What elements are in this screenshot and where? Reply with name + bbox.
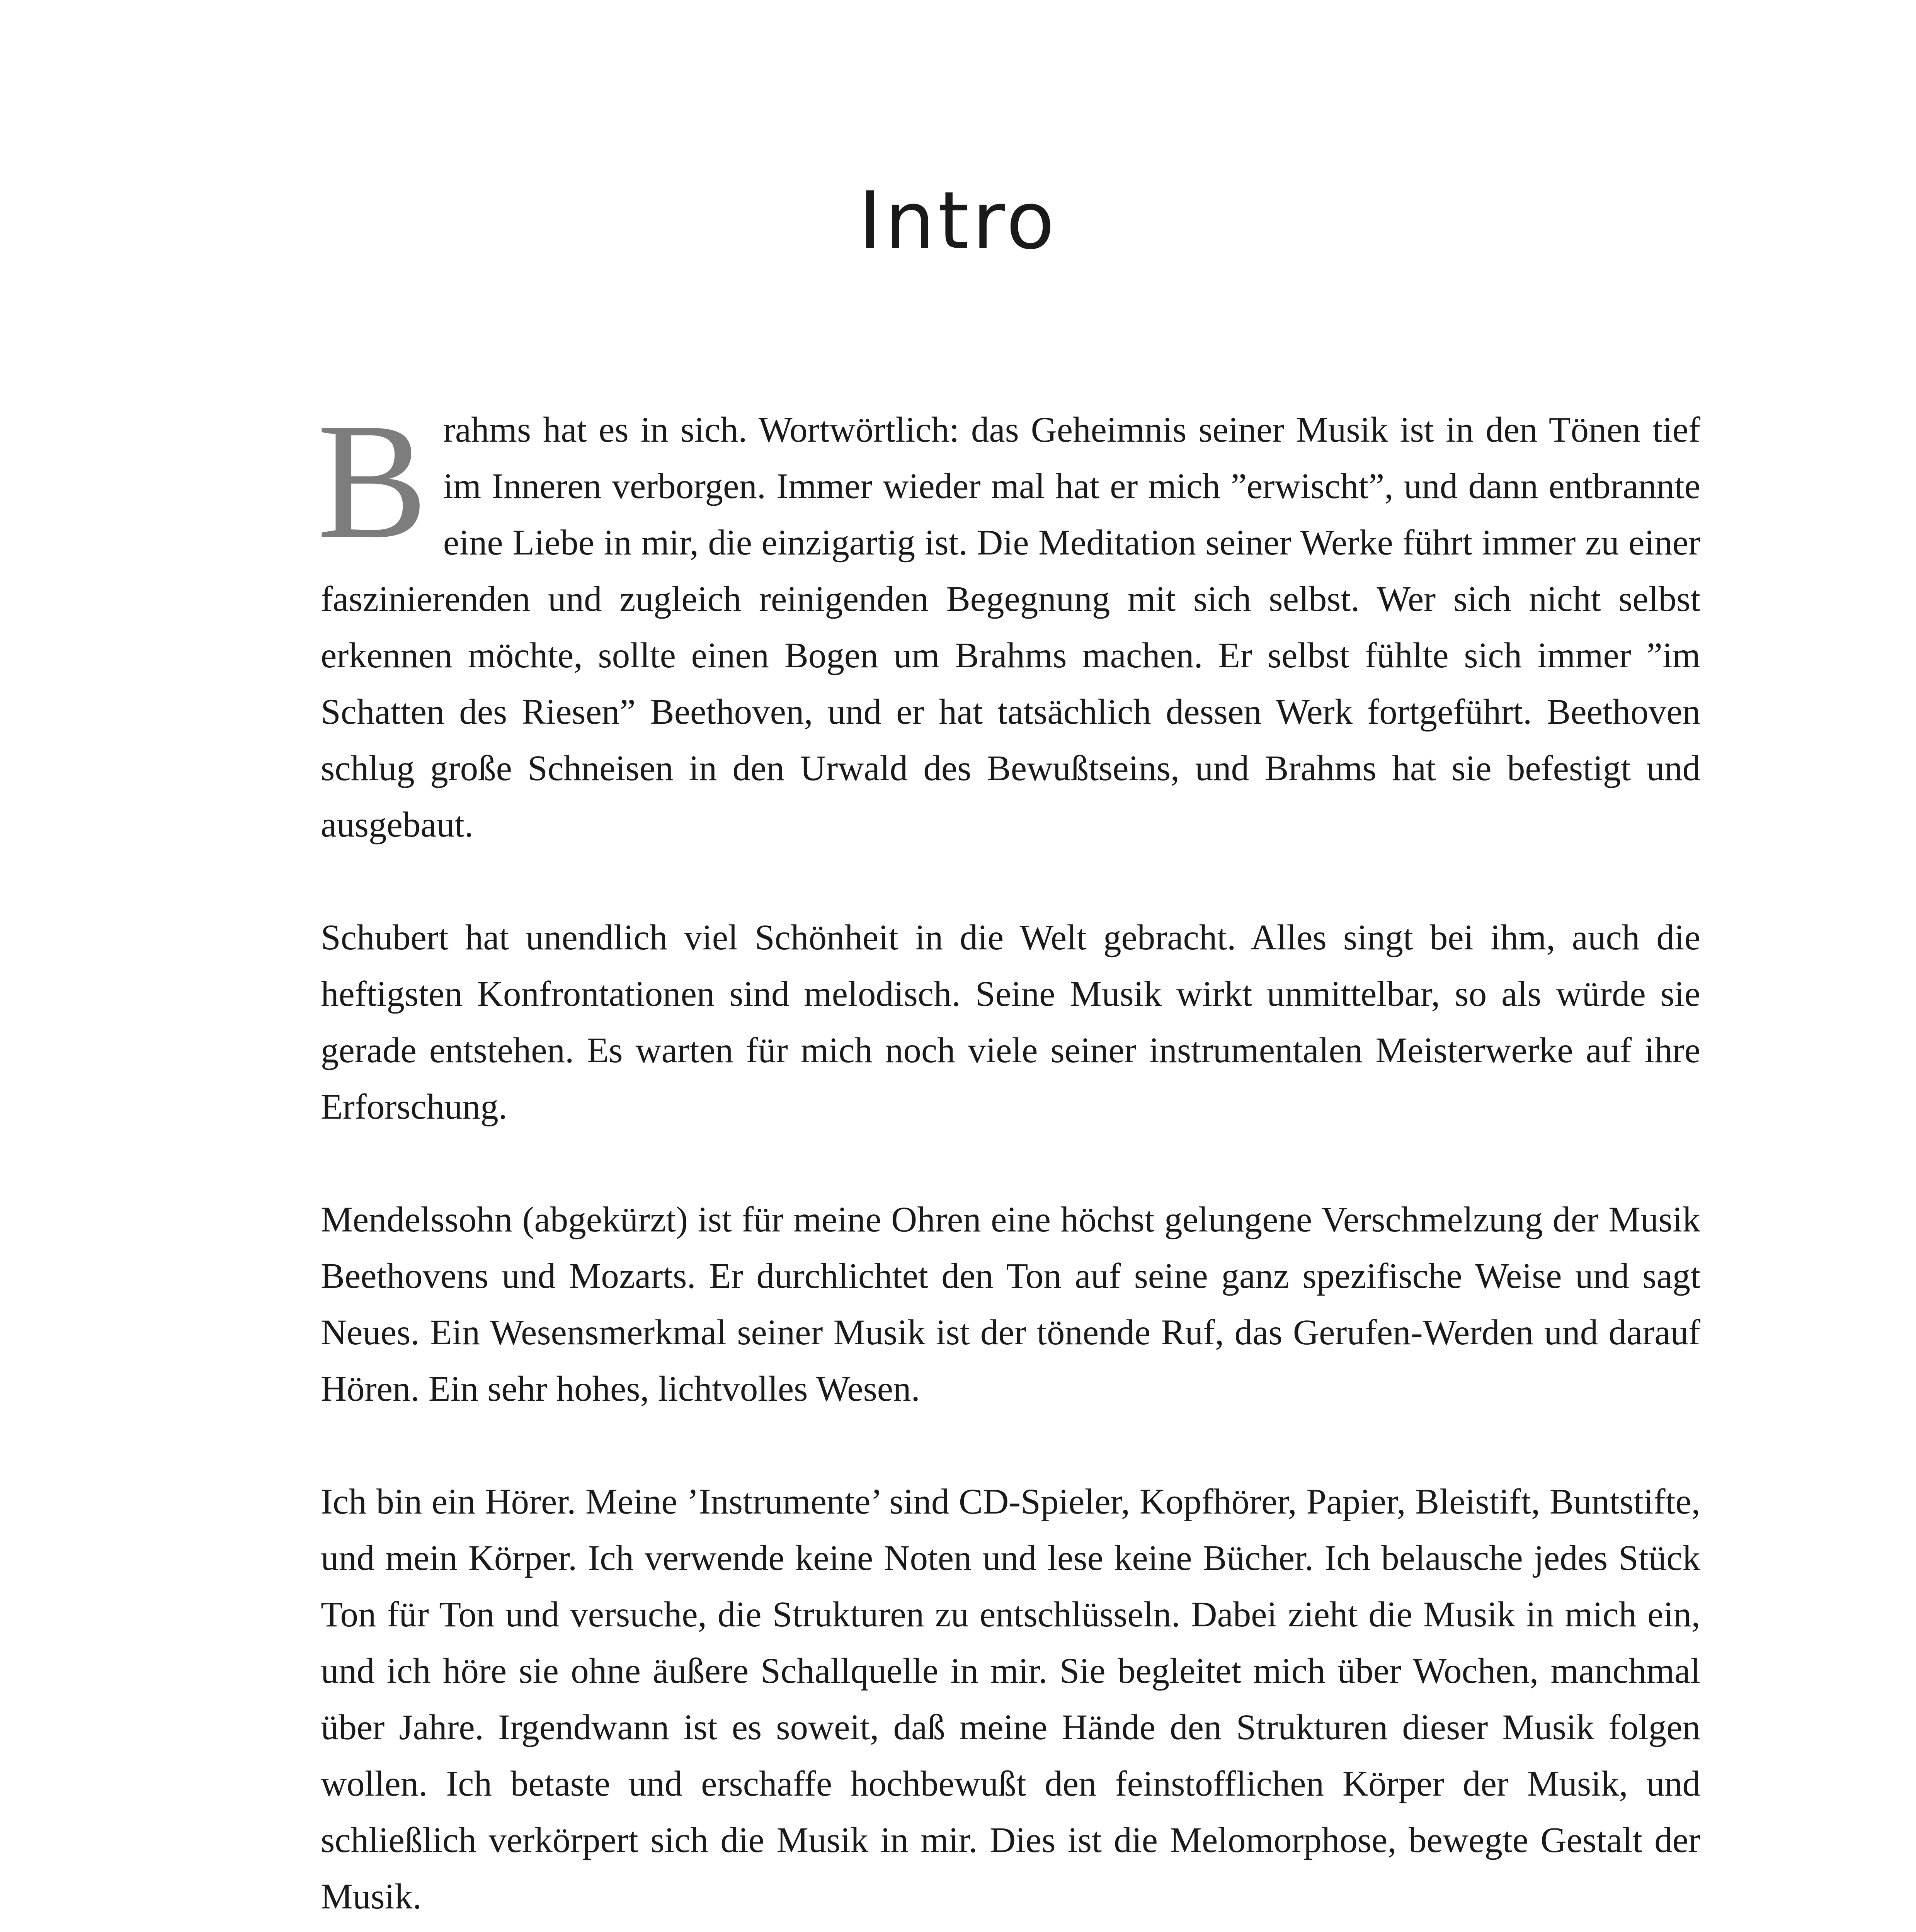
paragraph-listener: Ich bin ein Hörer. Meine ’Instrumente’ sind CD-Spieler, Kopfhörer, Papier, Bleistift, Buntstifte, und mein Körper. Ich verwende keine Noten und lese keine Bücher. Ich belausche jedes Stück Ton für Ton und versuche, die Strukturen zu entschlüsseln. Dabei zieht die Musik in mich ein, und ich höre sie ohne äußere Schallquelle in mir. Sie begleitet mich über Wochen, manchmal über Jahre. Irgendwann ist es soweit, daß meine Hände den Strukturen dieser Musik folgen wollen. Ich betaste und erschaffe hochbewußt den feinstofflichen Körper der Musik, und schließlich verkörpert sich die Musik in mir. Dies ist die Melomorphose, bewegte Gestalt der Musik.: [321, 1482, 1700, 1917]
paragraph-music-meditation: [321, 1925, 1700, 1932]
paragraph-mendelssohn: Mendelssohn (abgekürzt) ist für meine Ohren eine höchst gelungene Verschmelzung der Musik Beethovens und Mozarts. Er durchlichtet den Ton auf seine ganz spezifische Weise und sagt Neues. Ein Wesensmerkmal seiner Musik ist der tönende Ruf, das Gerufen-Werden und darauf Hören. Ein sehr hohes, lichtvolles Wesen.: [321, 1200, 1700, 1409]
drop-cap: B: [317, 389, 428, 573]
page-title: Intro: [858, 175, 1058, 267]
paragraph-schubert: Schubert hat unendlich viel Schönheit in die Welt gebracht. Alles singt bei ihm, auch die heftigsten Konfrontationen sind melodisch. Seine Musik wirkt unmittelbar, so als würde sie gerade entstehen. Es warten für mich noch viele seiner instrumentalen Meisterwerke auf ihre Erforschung.: [321, 918, 1700, 1127]
body-text: [317, 389, 1700, 1932]
paragraph-brahms-text: rahms hat es in sich. Wortwörtlich: das Geheimnis seiner Musik ist in den Tönen tief im Inneren verborgen. Immer wieder mal hat er mich ”erwischt”, und dann entbrannte eine Liebe in mir, die einzigartig ist. Die Meditation seiner Werke führt immer zu einer faszinierenden und zugleich reinigenden Begegnung mit sich selbst. Wer sich nicht selbst erkennen möchte, sollte einen Bogen um Brahms machen. Er selbst fühlte sich immer ”im Schatten des Riesen” Beethoven, und er hat tatsächlich dessen Werk fortgeführt. Beethoven schlug große Schneisen in den Urwald des Bewußtseins, und Brahms hat sie befestigt und ausgebaut.: [321, 410, 1700, 845]
paragraph-brahms: [317, 389, 1700, 853]
